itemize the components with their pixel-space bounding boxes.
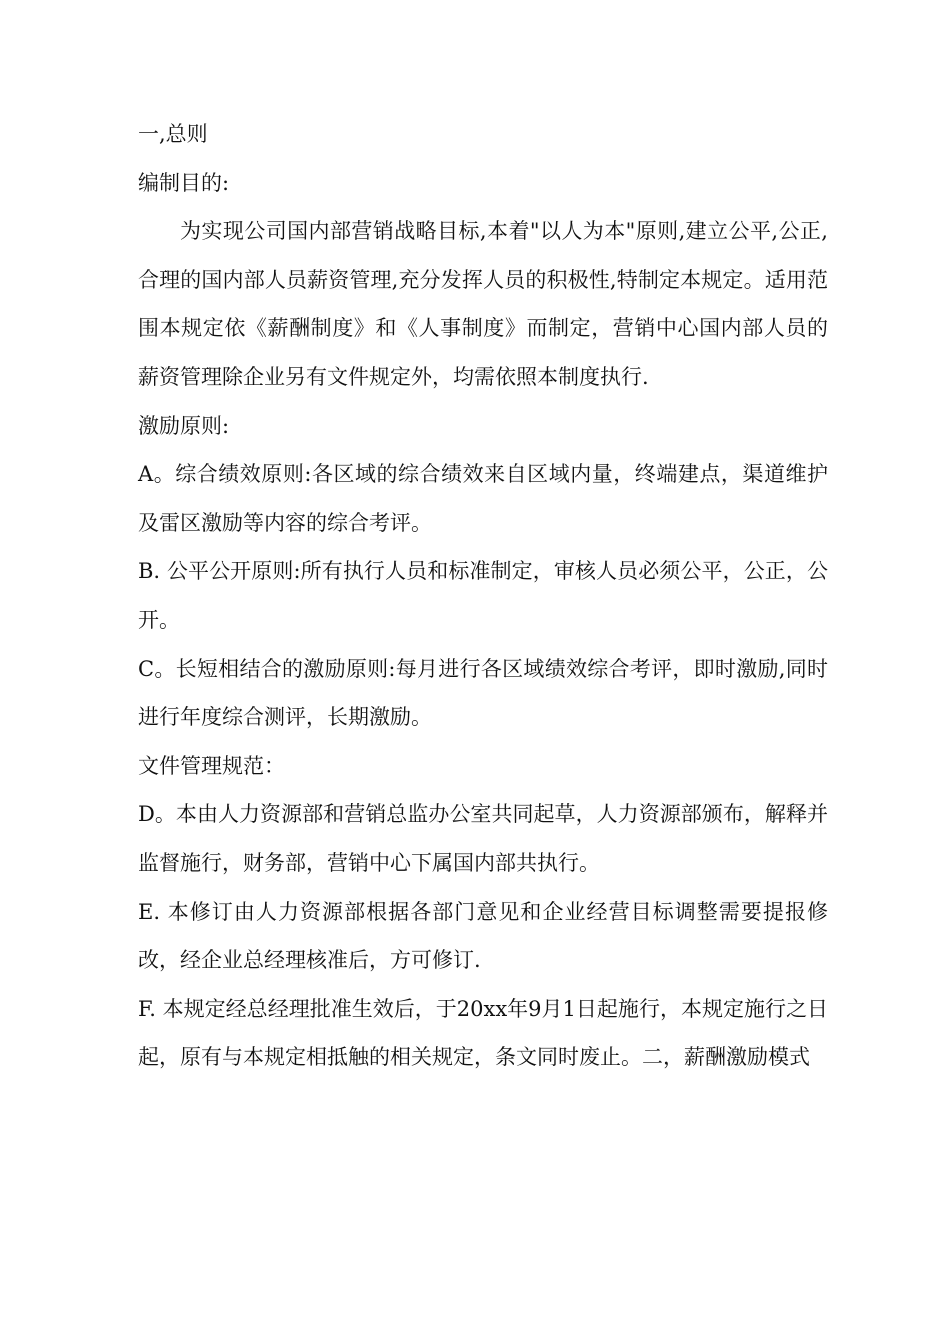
paragraph-rule-f: F. 本规定经总经理批准生效后，于20xx年9月1日起施行，本规定施行之日起，原有与本规定相抵触的相关规定，条文同时废止。二，薪酬激励模式: [138, 996, 828, 1070]
document-body: [138, 110, 828, 1082]
subheading-purpose: 编制目的:: [138, 170, 230, 195]
section-heading-general: 一,总则: [138, 122, 208, 146]
subheading-document-management: 文件管理规范：: [138, 753, 285, 778]
paragraph-rule-d: D。本由人力资源部和营销总监办公室共同起草，人力资源部颁布，解释并监督施行，财务部，营销中心下属国内部共执行。: [138, 802, 828, 875]
paragraph-purpose: 为实现公司国内部营销战略目标,本着"以人为本"原则,建立公平,公正,合理的国内部人员薪资管理,充分发挥人员的积极性,特制定本规定。适用范围本规定依《薪酬制度》和《人事制度》而制定，营销中心国内部人员的薪资管理除企业另有文件规定外，均需依照本制度执行.: [138, 219, 828, 389]
paragraph-principle-c: C。长短相结合的激励原则:每月进行各区域绩效综合考评，即时激励,同时进行年度综合测评，长期激励。: [138, 656, 828, 730]
paragraph-rule-e: E. 本修订由人力资源部根据各部门意见和企业经营目标调整需要提报修改，经企业总经理核准后，方可修订.: [138, 899, 828, 973]
paragraph-principle-a: A。综合绩效原则:各区域的综合绩效来自区域内量，终端建点，渠道维护及雷区激励等内容的综合考评。: [138, 462, 828, 535]
paragraph-principle-b: B. 公平公开原则:所有执行人员和标准制定，审核人员必须公平，公正，公开。: [138, 559, 828, 632]
subheading-incentive-principles: 激励原则:: [138, 413, 230, 438]
